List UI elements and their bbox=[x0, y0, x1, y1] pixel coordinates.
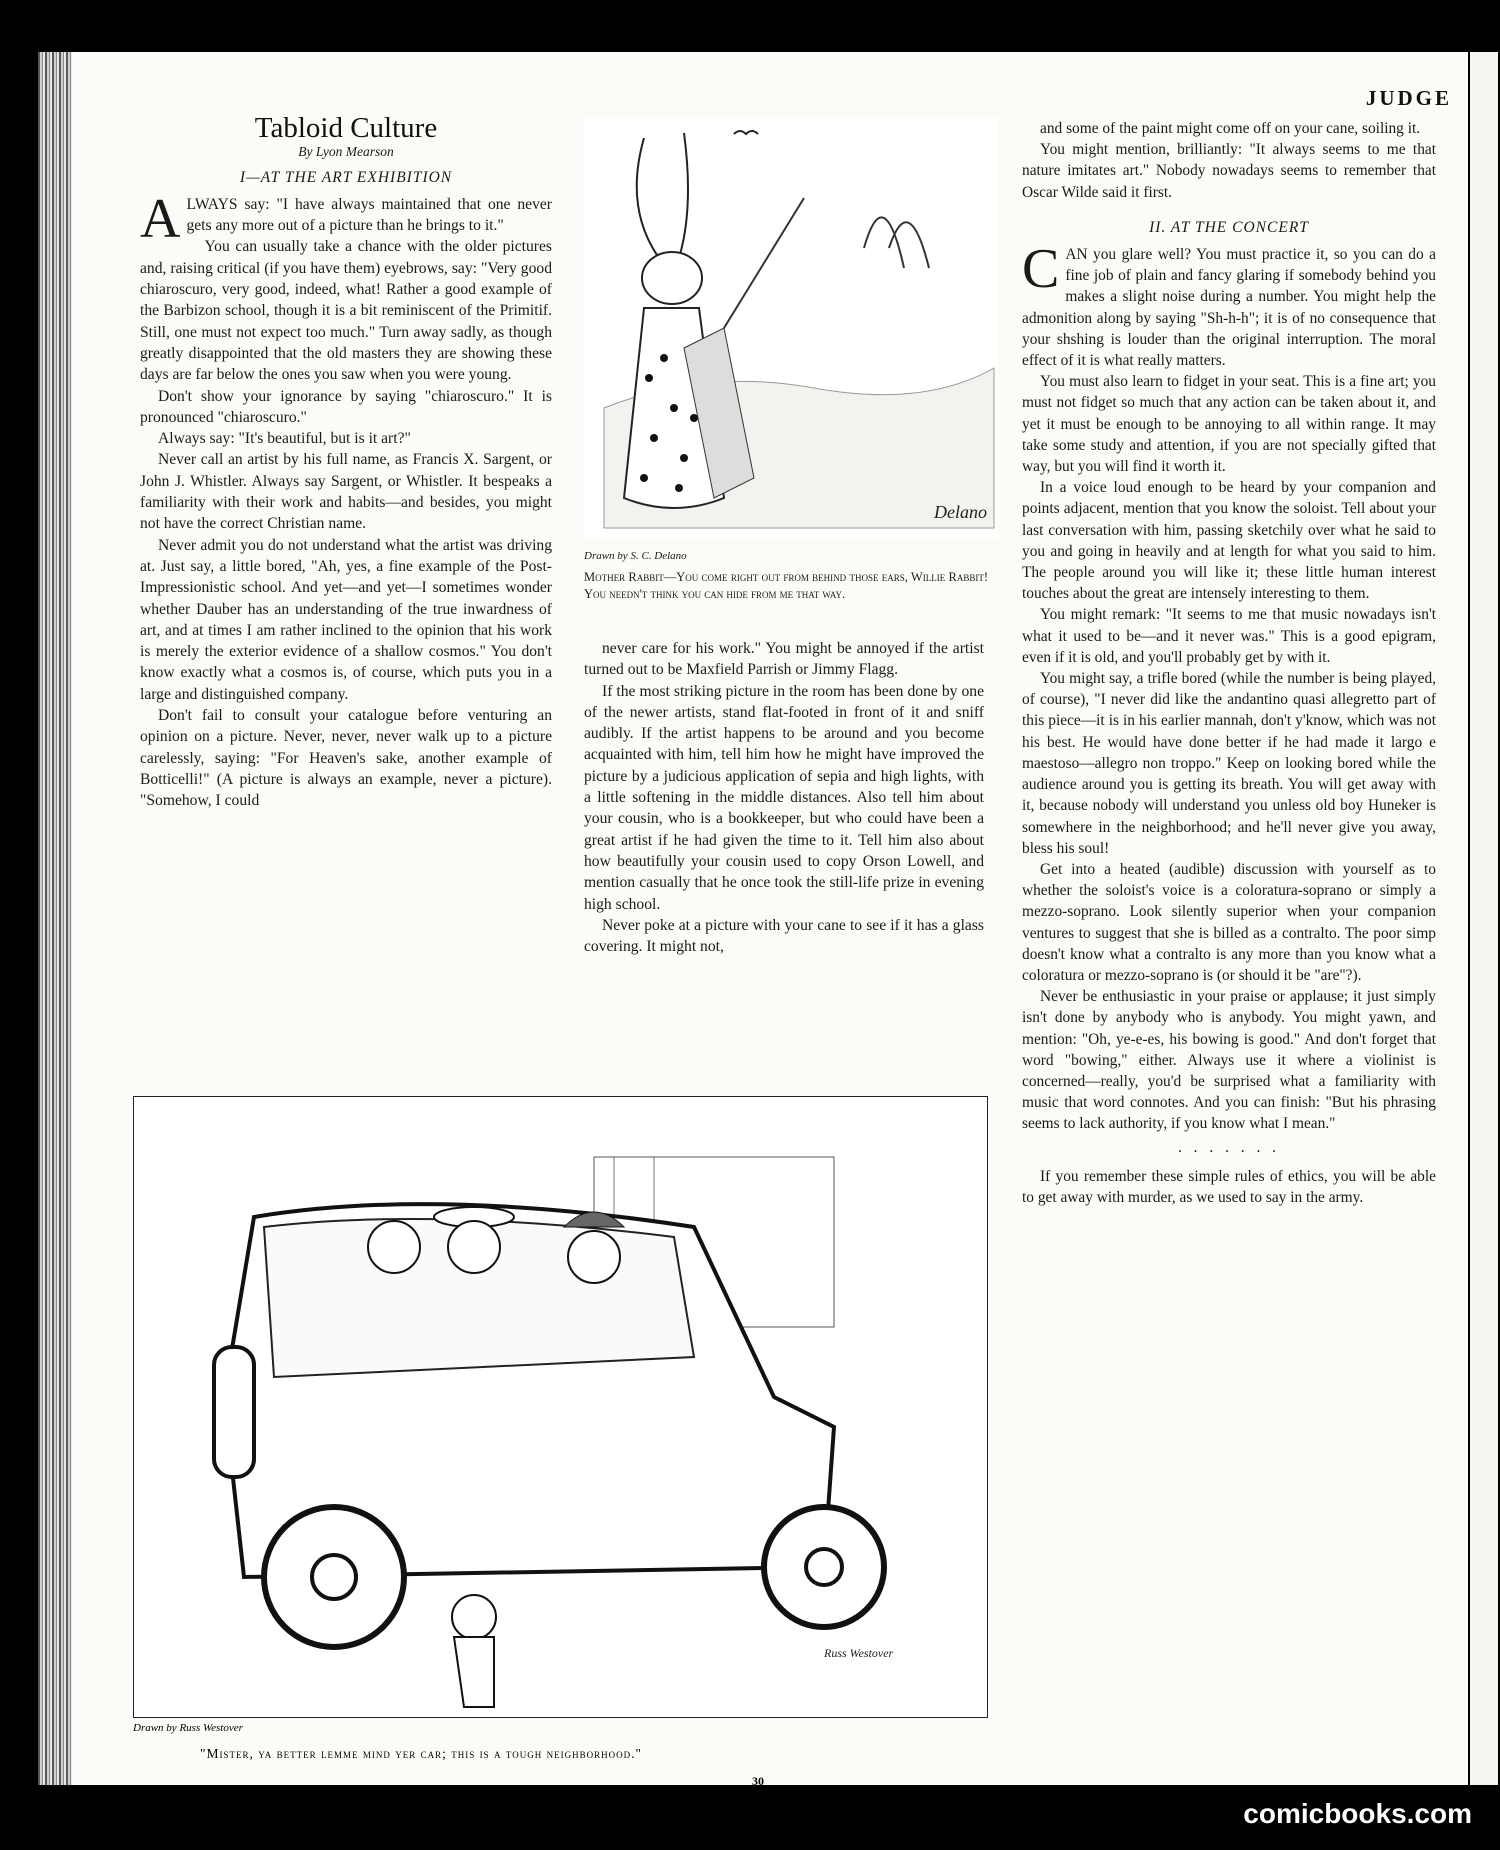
paragraph: never care for his work." You might be annoyed if the artist turned out to be Maxfield Parrish or Jimmy Flagg. bbox=[584, 640, 984, 679]
paragraph: You might mention, brilliantly: "It always seems to me that nature imitates art." Nobody nowadays seems to remember that Oscar Wilde said it first. bbox=[1022, 141, 1436, 201]
drop-cap: C bbox=[1022, 238, 1060, 301]
drop-cap: A bbox=[140, 187, 181, 250]
paragraph: You must also learn to fidget in your seat. This is a fine art; you must not fidget so much that any action can be taken about it, and yet it must be enough to be annoying to all within range. It may take some study and attention, if you are not specially gifted that way, but you will find it worth it. bbox=[1022, 373, 1436, 476]
section-dots: . . . . . . . bbox=[1177, 1138, 1281, 1156]
column-3-concert-text bbox=[1022, 238, 1436, 1135]
watermark: comicbooks.com bbox=[1243, 1798, 1472, 1829]
rabbit-signature: Delano bbox=[934, 502, 987, 522]
article-title: Tabloid Culture bbox=[254, 112, 438, 144]
car-caption: "Mister, ya better lemme mind yer car; this is a tough neighborhood." bbox=[200, 1746, 642, 1761]
rabbit-credit: Drawn by S. C. Delano bbox=[584, 550, 687, 562]
facing-page-edge bbox=[1468, 52, 1500, 1785]
paragraph: You can usually take a chance with the older pictures and, raising critical (if you have them) eyebrows, say: "Very good chiaroscuro, very good, indeed, what! Rather a good example of the Barbizon school, though it is a bit reminiscent of the Primitif. Still, one must not expect too much." Turn away sadly, as though greatly disappointed that the old masters they are showing these days are far below the ones you saw when you were young. bbox=[140, 238, 552, 384]
paragraph: CAN you glare well? You must practice it, so you can do a fine job of plain and fancy glaring if somebody behind you makes a slight noise during a number. You might help the admonition along by saying "Sh-h-h"; it is of no consequence that your shshing is louder than the original interruption. The moral effect of it is what really matters. bbox=[1022, 238, 1436, 370]
paragraph: In a voice loud enough to be heard by your companion and points adjacent, mention that you know the soloist. Tell about your last conversation with him, passing sketchily over what he said to you and going in heavily and at length for what you said to him. The people around you will like it; these little human interest touches about the great are intensely interesting to them. bbox=[1022, 479, 1436, 603]
paragraph: Don't fail to consult your catalogue before venturing an opinion on a picture. Never, never, never walk up to a picture carelessly, saying: "For Heaven's sake, another example of Botticelli!" (A picture is always an example, never a picture). "Somehow, I could bbox=[140, 707, 552, 810]
paragraph: Never be enthusiastic in your praise or applause; it just simply isn't done by anybody who is anybody. You might yawn, and mention: "Oh, ye-e-es, his bowing is good." And don't forget that word "bowing," either. Always use it where a violinist is concerned—really, you'd be surprised what a familiarity with music that word connotes. And you can finish: "But his phrasing seems to lack authority, if you know what I mean." bbox=[1022, 988, 1436, 1133]
paragraph: Always say: "It's beautiful, but is it art?" bbox=[158, 430, 411, 448]
rabbit-illustration bbox=[584, 118, 998, 538]
paragraph: You might say, a trifle bored (while the number is being played, of course), "I never did like the andantino quasi allegretto part of this piece—it is in his earlier mannah, don't y'know, which was not his best. He would have done better if he had made it largo e maestoso—allegro non troppo." Keep on looking bored while the audience around you is getting its breath. You will get away with it, because nobody will understand you unless old boy Huneker is somewhere in the neighborhood; and he'll never give you away, bless his soul! bbox=[1022, 670, 1436, 857]
column-1 bbox=[140, 112, 552, 812]
binding-spine bbox=[38, 52, 72, 1785]
paragraph: Never call an artist by his full name, as Francis X. Sargent, or John J. Whistler. Always say Sargent, or Whistler. It bespeaks a familiarity with their work and habits—and besides, you might not have the correct Christian name. bbox=[140, 451, 552, 533]
section-title-art: I—AT THE ART EXHIBITION bbox=[239, 168, 453, 186]
car-signature: Russ Westover bbox=[824, 1646, 894, 1660]
column-3 bbox=[1022, 118, 1436, 1208]
magazine-header: JUDGE bbox=[1365, 86, 1452, 110]
page-number: 30 bbox=[752, 1774, 764, 1788]
column-2 bbox=[584, 638, 984, 957]
section-title-concert: II. AT THE CONCERT bbox=[1149, 218, 1309, 236]
paragraph: If the most striking picture in the room has been done by one of the newer artists, stand flat-footed in front of it and sniff audibly. If the artist happens to be around and you become acquainted with him, tell him how he might have improved the picture by a judicious application of sepia and high lights, with a little softening in the middle distances. Also tell him about your cousin, who is a bookkeeper, but who could have been a great artist if he had given the time to it. Tell him also about how beautifully your cousin used to copy Orson Lowell, and mention casually that he once took the still-life prize in evening high school. bbox=[584, 682, 984, 913]
paragraph: and some of the paint might come off on your cane, soiling it. bbox=[1040, 120, 1421, 137]
column-3-top-text bbox=[1022, 118, 1436, 203]
article-byline: By Lyon Mearson bbox=[298, 144, 394, 160]
paragraph: You might remark: "It seems to me that music nowadays isn't what it used to be—and it never was." This is a good epigram, even if it is old, and you'll probably get by with it. bbox=[1022, 606, 1436, 666]
paragraph: Get into a heated (audible) discussion with yourself as to whether the soloist's voice is a coloratura-soprano or simply a mezzo-soprano. Look silently superior when your companion ventures to suggest that she is billed as a contralto. The poor simp doesn't know what a contralto is any more than you know what a coloratura or mezzo-soprano is (or should it be "are"?). bbox=[1022, 860, 1436, 984]
car-credit: Drawn by Russ Westover bbox=[133, 1722, 243, 1734]
paragraph: Never poke at a picture with your cane to see if it has a glass covering. It might not, bbox=[584, 916, 984, 956]
column-1-text bbox=[140, 187, 552, 812]
column-2-text bbox=[584, 638, 984, 957]
rabbit-caption-block bbox=[584, 544, 988, 603]
paragraph: ALWAYS say: "I have always maintained that one never gets any more out of a picture than he brings to it." bbox=[140, 187, 552, 250]
rabbit-caption: Mother Rabbit—You come right out from behind those ears, Willie Rabbit! You needn't think you can hide from me that way. bbox=[584, 570, 988, 602]
paragraph: Never admit you do not understand what the artist was driving at. Just say, a little bored, "Ah, yes, a fine example of the Post-Impressionistic school. And yet—and yet—I sometimes wonder whether Dauber has an understanding of the true inwardness of art, and at times I am rather inclined to the opinion that his work is merely the exterior evidence of a shallow cosmos." You don't know exactly what a cosmos is, of course, which puts you in a large and distinguished company. bbox=[140, 536, 552, 703]
conclusion: If you remember these simple rules of ethics, you will be able to get away with murder, as we used to say in the army. bbox=[1022, 1167, 1436, 1206]
car-illustration bbox=[133, 1096, 988, 1718]
paragraph: Don't show your ignorance by saying "chiaroscuro." It is pronounced "chiaroscuro." bbox=[140, 387, 552, 426]
